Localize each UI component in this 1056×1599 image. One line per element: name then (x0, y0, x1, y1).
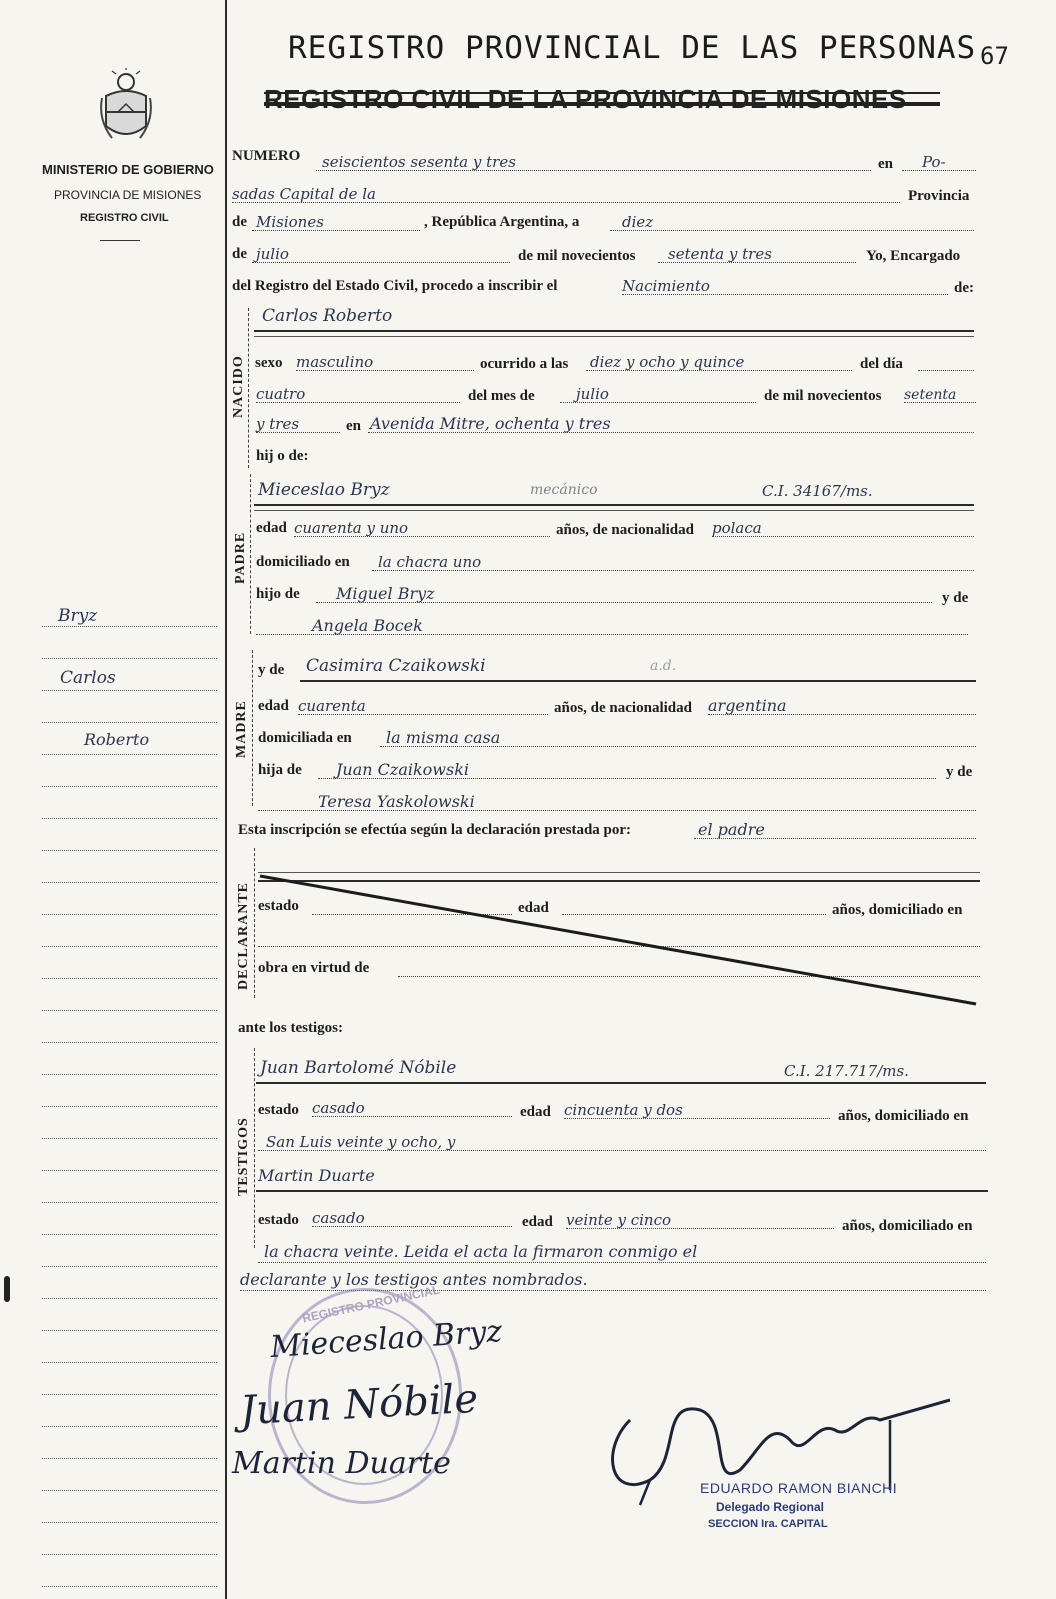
signature-testigo2: Martin Duarte (232, 1446, 451, 1481)
ministry-underline (100, 240, 140, 241)
punch-hole-mark (4, 1276, 10, 1302)
padre-profession: mecánico (530, 482, 598, 498)
de2-label: de (232, 246, 247, 262)
testigo2-estado-label: estado (258, 1212, 299, 1228)
madre-note: a.d. (650, 658, 677, 674)
place-field-1 (902, 152, 976, 171)
coat-of-arms-icon (98, 68, 154, 148)
page-number: 67 (980, 42, 1009, 70)
left-margin-line (42, 1490, 217, 1491)
sexo-field (296, 352, 474, 371)
anio-field-1 (904, 384, 976, 403)
declaracion-label: Esta inscripción se efectúa según la declaración prestada por: (238, 822, 632, 838)
testigo2-edad-field (566, 1210, 834, 1229)
struck-title: REGISTRO CIVIL DE LA PROVINCIA DE MISIONES (264, 84, 907, 114)
numero-label: NUMERO (232, 148, 301, 164)
padre-y-de-label: y de (942, 590, 969, 606)
madre-madre-value: Teresa Yaskolowski (318, 792, 475, 811)
nacido-bracket (248, 308, 249, 468)
month-value: julio (256, 245, 289, 263)
left-margin-line (42, 1426, 217, 1427)
testigo2-estado-field (312, 1208, 512, 1227)
place-value-1: Po- (922, 153, 946, 171)
testigo2-edad-value: veinte y cinco (566, 1211, 672, 1229)
testigo1-id: C.I. 217.717/ms. (784, 1062, 909, 1080)
left-margin-line (42, 1074, 217, 1075)
act-value: Nacimiento (622, 277, 710, 295)
testigo1-domicilio-value: San Luis veinte y ocho, y (266, 1133, 456, 1151)
left-margin-line (42, 626, 217, 627)
padre-bracket (250, 474, 251, 634)
encargado-role: Delegado Regional (716, 1500, 825, 1514)
ministry-name: MINISTERIO DE GOBIERNO (42, 162, 214, 177)
padre-name: Mieceslao Bryz (258, 480, 390, 500)
testigo2-name: Martin Duarte (258, 1166, 375, 1185)
left-margin-line (42, 1138, 217, 1139)
nacido-name-rule (254, 330, 974, 332)
madre-padre-field (318, 760, 936, 779)
mil-label: de mil novecientos (518, 248, 636, 264)
left-margin-line (42, 786, 217, 787)
padre-edad-label: edad (256, 520, 287, 536)
margin-first-name: Carlos (60, 668, 116, 688)
testigo2-anios-label: años, domiciliado en (842, 1218, 973, 1234)
mes-value: julio (576, 385, 609, 403)
testigo1-edad-field (564, 1100, 830, 1119)
sexo-value: masculino (296, 353, 374, 371)
dia-field-tail (918, 352, 974, 371)
testigo2-domicilio-field (258, 1242, 986, 1263)
mes-field (560, 384, 756, 403)
closing-value: declarante y los testigos antes nombrados. (240, 1270, 588, 1289)
testigo1-estado-field (312, 1098, 512, 1117)
madre-edad-value: cuarenta (298, 697, 366, 715)
madre-name-rule (300, 680, 976, 682)
del-dia-label: del día (860, 356, 903, 372)
province-name: PROVINCIA DE MISIONES (54, 188, 202, 202)
left-margin-line (42, 1458, 217, 1459)
testigo2-domicilio-value: la chacra veinte. Leida el acta la firmaron conmigo el (264, 1242, 698, 1261)
testigos-label: TESTIGOS (236, 1117, 251, 1196)
nacido-name: Carlos Roberto (262, 306, 393, 326)
madre-y-de2-label: y de (946, 764, 973, 780)
testigo1-edad-label: edad (520, 1104, 551, 1120)
left-margin-line (42, 1586, 217, 1587)
stamp-text: REGISTRO PROVINCIAL (301, 1282, 441, 1326)
madre-hija-de-label: hija de (258, 762, 302, 778)
encargado-label: Yo, Encargado (866, 248, 961, 264)
madre-y-de-label: y de (258, 662, 285, 678)
nacido-mil-label: de mil novecientos (764, 388, 882, 404)
declarante-label: DECLARANTE (236, 881, 251, 990)
left-margin-line (42, 978, 217, 979)
lugar-value: Avenida Mitre, ochenta y tres (370, 414, 611, 433)
left-margin-line (42, 1394, 217, 1395)
padre-name-rule (254, 504, 974, 506)
madre-label: MADRE (234, 700, 249, 758)
nacido-label: NACIDO (231, 355, 246, 418)
left-margin-line (42, 850, 217, 851)
padre-id: C.I. 34167/ms. (762, 482, 873, 500)
madre-edad-label: edad (258, 698, 289, 714)
left-margin-line (42, 1266, 217, 1267)
de3-label: de: (954, 280, 974, 296)
madre-domicilio-value: la misma casa (386, 728, 501, 747)
republica-label: , República Argentina, a (424, 214, 580, 230)
madre-bracket (252, 650, 253, 806)
padre-nacionalidad-field (712, 518, 974, 537)
madre-edad-field (298, 696, 548, 715)
document-title: REGISTRO PROVINCIAL DE LAS PERSONAS (288, 30, 977, 66)
testigo1-anios-label: años, domiciliado en (838, 1108, 969, 1124)
hora-field (586, 352, 852, 371)
padre-domicilio-value: la chacra uno (378, 553, 482, 571)
left-margin-line (42, 1234, 217, 1235)
numero-value: seiscientos sesenta y tres (322, 153, 516, 171)
declarante-bracket (254, 848, 255, 998)
left-margin-line (42, 818, 217, 819)
dia-field (256, 384, 460, 403)
provincia-label: Provincia (908, 188, 970, 204)
margin-second-name: Roberto (84, 730, 150, 749)
left-margin-line (42, 1362, 217, 1363)
margin-divider (225, 0, 227, 1599)
left-margin-line (42, 658, 217, 659)
testigo1-name: Juan Bartolomé Nóbile (260, 1058, 457, 1078)
encargado-name: EDUARDO RAMON BIANCHI (700, 1480, 898, 1496)
padre-edad-value: cuarenta y uno (294, 519, 409, 537)
numero-field (316, 152, 871, 171)
testigo1-edad-value: cincuenta y dos (564, 1101, 683, 1119)
left-margin-line (42, 722, 217, 723)
madre-domicilio-field (380, 728, 976, 747)
padre-hijo-de-label: hijo de (256, 586, 300, 602)
hijo-label: hij o de: (256, 448, 309, 464)
nacido-en-label: en (346, 418, 361, 434)
left-margin-line (42, 1330, 217, 1331)
declaracion-value: el padre (698, 820, 765, 839)
padre-label: PADRE (233, 531, 248, 584)
en-label: en (878, 156, 893, 172)
padre-madre-field (256, 616, 968, 635)
testigo2-name-rule (256, 1190, 988, 1192)
testigo1-estado-value: casado (312, 1099, 365, 1117)
strike-line-2 (264, 92, 940, 94)
day-field (610, 212, 974, 231)
padre-padre-value: Miguel Bryz (336, 584, 435, 603)
padre-padre-field (316, 584, 932, 603)
left-margin-line (42, 1042, 217, 1043)
left-margin-line (42, 914, 217, 915)
left-margin-line (42, 946, 217, 947)
lugar-field (368, 414, 974, 433)
dia-value: cuatro (256, 385, 306, 403)
act-field (622, 276, 948, 295)
left-margin-line (42, 1010, 217, 1011)
madre-anios-label: años, de nacionalidad (554, 700, 692, 716)
registry-name: REGISTRO CIVIL (80, 212, 169, 224)
ocurrido-label: ocurrido a las (480, 356, 569, 372)
anio-value-2: y tres (256, 415, 300, 433)
year-value: setenta y tres (668, 245, 772, 263)
sexo-label: sexo (255, 355, 283, 371)
anio-field-2 (256, 414, 340, 433)
padre-nacionalidad-value: polaca (712, 519, 762, 537)
madre-nacionalidad-field (708, 696, 976, 715)
left-margin-line (42, 754, 217, 755)
testigo1-name-rule (256, 1082, 986, 1084)
left-margin-line (42, 1170, 217, 1171)
padre-domicilio-field (372, 552, 974, 571)
testigo2-estado-value: casado (312, 1209, 365, 1227)
madre-padre-value: Juan Czaikowski (336, 760, 470, 779)
place-field-2 (232, 184, 900, 203)
month-field (252, 244, 510, 263)
madre-name: Casimira Czaikowski (306, 656, 486, 676)
place-value-2: sadas Capital de la (232, 185, 376, 203)
madre-nacionalidad-value: argentina (708, 696, 787, 715)
padre-domicilio-label: domiciliado en (256, 554, 350, 570)
margin-surname: Bryz (58, 606, 98, 626)
declarante-edad-label: edad (518, 900, 549, 916)
testigo1-domicilio-field (258, 1132, 986, 1151)
nacido-name-rule-2 (254, 336, 974, 337)
closing-field (240, 1270, 986, 1291)
declarante-estado-label: estado (258, 898, 299, 914)
padre-name-rule-2 (254, 510, 974, 511)
padre-anios-label: años, de nacionalidad (556, 522, 694, 538)
anio-value-1: setenta (904, 387, 957, 403)
encargado-office: SECCION Ira. CAPITAL (708, 1518, 828, 1530)
province-value: Misiones (256, 213, 324, 231)
signature-declarante: Mieceslao Bryz (269, 1313, 504, 1366)
madre-domicilio-label: domiciliada en (258, 730, 352, 746)
declaracion-field (694, 820, 976, 839)
left-margin-line (42, 1298, 217, 1299)
left-margin-line (42, 1106, 217, 1107)
left-margin-line (42, 1554, 217, 1555)
testigos-intro-label: ante los testigos: (238, 1020, 343, 1036)
padre-edad-field (294, 518, 550, 537)
declarante-cross-line (256, 870, 984, 1010)
left-margin-line (42, 882, 217, 883)
de-label: de (232, 214, 247, 230)
testigo2-edad-label: edad (522, 1214, 553, 1230)
registro-label: del Registro del Estado Civil, procedo a inscribir el (232, 278, 558, 294)
year-field (658, 244, 856, 263)
testigos-bracket (254, 1048, 255, 1248)
province-field (252, 212, 420, 231)
padre-madre-value: Angela Bocek (312, 616, 423, 635)
struck-title-wrapper (264, 82, 944, 122)
signature-testigo1: Juan Nóbile (238, 1375, 480, 1435)
strike-line (264, 102, 940, 106)
declarante-anios-label: años, domiciliado en (832, 902, 963, 918)
testigo1-estado-label: estado (258, 1102, 299, 1118)
declarante-obra-label: obra en virtud de (258, 960, 370, 976)
left-margin-line (42, 690, 217, 691)
left-margin-line (42, 1522, 217, 1523)
del-mes-label: del mes de (468, 388, 535, 404)
madre-madre-field (258, 792, 976, 811)
day-value: diez (622, 213, 654, 231)
left-margin-line (42, 1202, 217, 1203)
hora-value: diez y ocho y quince (590, 353, 745, 371)
